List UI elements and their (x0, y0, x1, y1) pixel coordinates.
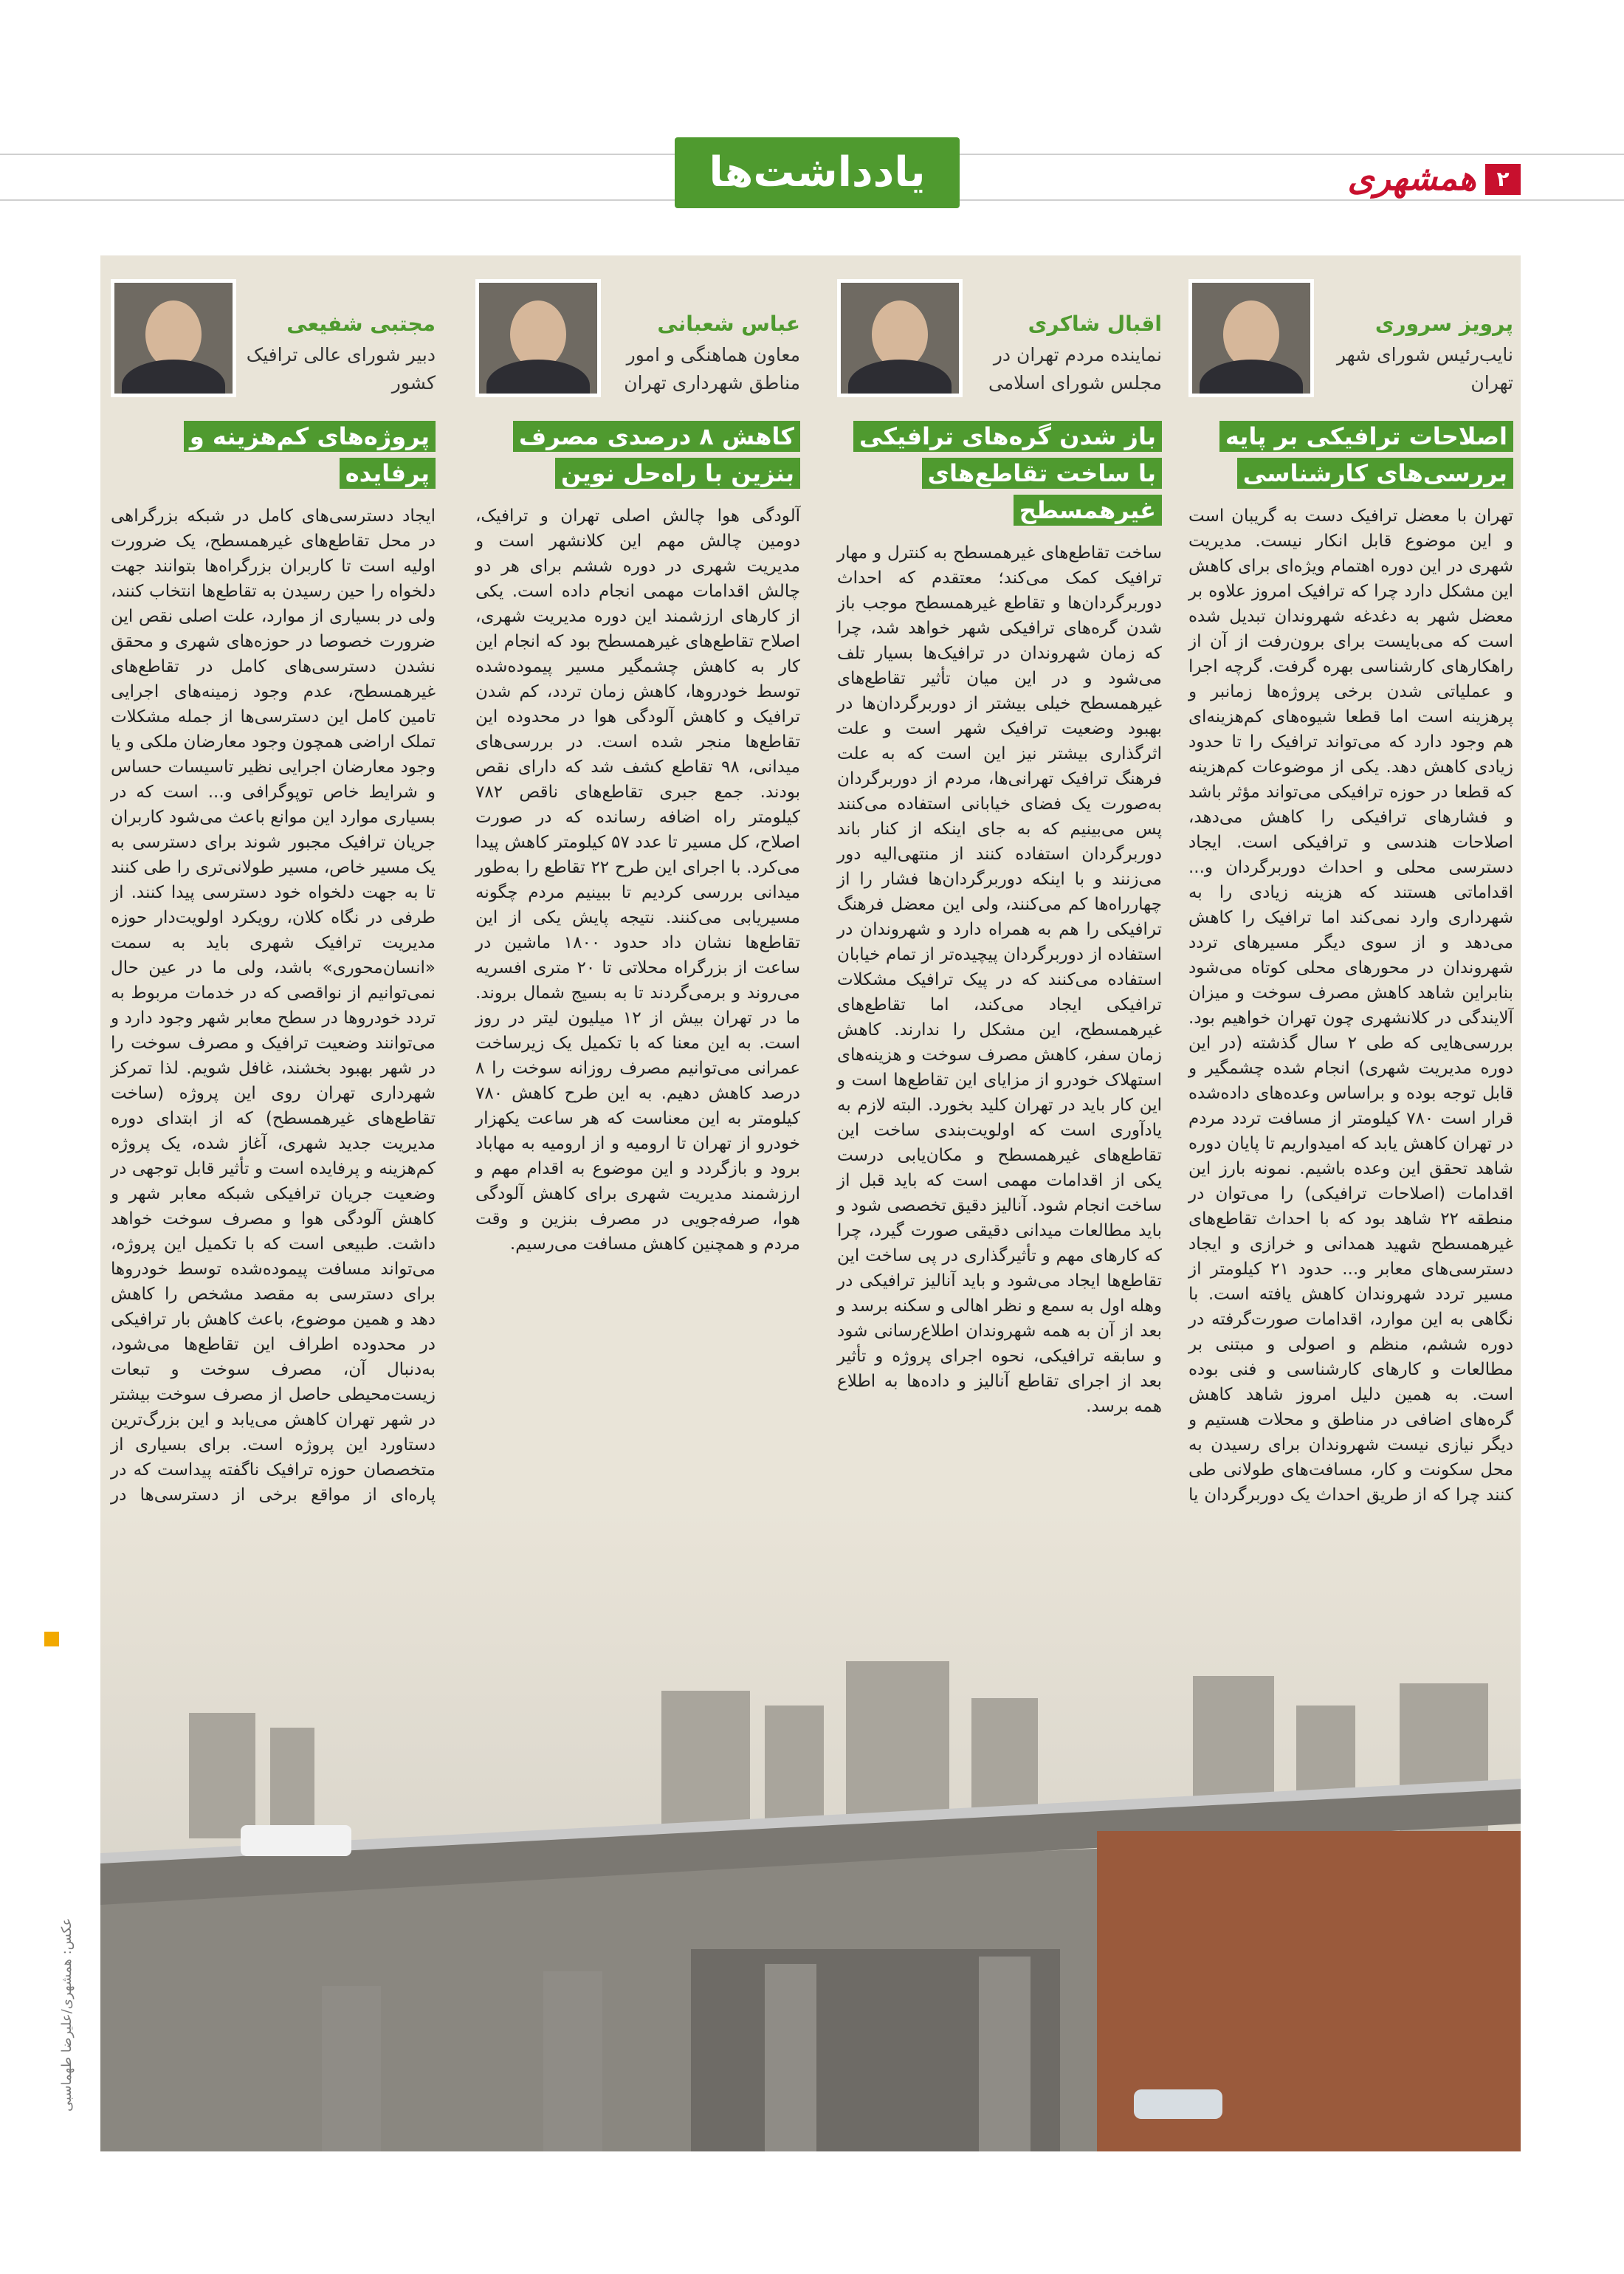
author-photo (111, 279, 236, 397)
author-role: نایب‌رئیس شورای شهر تهران (1336, 344, 1513, 394)
article-headline (1188, 418, 1513, 492)
author-photo (1188, 279, 1314, 397)
section-title: یادداشت‌ها (675, 137, 960, 208)
author-name: اقبال شاکری (1028, 312, 1162, 336)
article-headline (475, 418, 800, 492)
author-photo (475, 279, 601, 397)
author-card (475, 273, 800, 413)
article-headline-text: باز شدن گره‌های ترافیکی با ساخت تقاطع‌های غیرهمسطح (853, 421, 1162, 526)
article-headline-text: کاهش ۸ درصدی مصرف بنزین با راه‌حل نوین (513, 421, 800, 489)
author-role: معاون هماهنگی و امور مناطق شهرداری تهران (624, 344, 800, 394)
article-headline (837, 418, 1162, 529)
author-name: عباس شعبانی (657, 312, 800, 336)
overpass-photo (100, 1506, 1521, 2151)
photo-credit: عکس: همشهری/علیرضا طهماسبی (59, 1917, 75, 2112)
credit-marker (44, 1632, 59, 1646)
author-role: دبیر شورای عالی ترافیک کشور (246, 344, 436, 394)
author-photo (837, 279, 963, 397)
page-number: ۲ (1485, 164, 1521, 195)
article-body: تهران با معضل ترافیک دست به گریبان است و این موضوع قابل انکار نیست. مدیریت شهری در این دوره اهتمام ویژه‌ای برای کاهش این مشکل دارد چرا که ترافیک امروز علاوه بر معضل شهر به دغدغه شهروندان تبدیل شده است که می‌بایست برای برون‌رفت از آن از راهکارهای کارشناسی بهره گرفت. گرچه اجرا و عملیاتی شدن برخی پروژه‌ها زمانبر و پرهزینه است اما قطعا شیوه‌های کم‌هزینه‌ای هم وجود دارد که می‌تواند ترافیک را تا حدود زیادی کاهش دهد. یکی از موضوعات کم‌هزینه که قطعا در حوزه ترافیکی می‌تواند مؤثر باشد و فشارهای ترافیکی را کاهش می‌دهد، اصلاحات هندسی و ترافیکی است. ایجاد دسترسی محلی و احداث دوربرگردان و... اقداماتی هستند که هزینه زیادی را به شهرداری وارد نمی‌کند اما ترافیک را کاهش می‌دهد و از سوی دیگر مسیرهای تردد شهروندان در محورهای محلی کوتاه می‌شود بنابراین شاهد کاهش مصرف سوخت و میزان آلایندگی در کلانشهری چون تهران خواهیم بود. بررسی‌هایی که طی ۲ سال گذشته (در این دوره مدیریت شهری) انجام شده چشمگیر و قابل توجه بوده و براساس وعده‌های داده‌شده قرار است ۷۸۰ کیلومتر از مسافت تردد مردم در تهران کاهش یابد که امیدواریم تا پایان دوره شاهد تحقق این وعده باشیم. نمونه بارز این اقدامات (اصلاحات ترافیکی) را می‌توان در منطقه ۲۲ شاهد بود که با احداث تقاطع‌های غیرهمسطح شهید همدانی و خرازی و ایجاد دسترسی‌های معابر و... حدود ۲۱ کیلومتر از مسیر تردد شهروندان کاهش یافته است. با نگاهی به این موارد، اقدامات صورت‌گرفته در دوره ششم، منظم و اصولی و مبتنی بر مطالعات و کارهای کارشناسی و فنی بوده است. به همین دلیل امروز شاهد کاهش گره‌های اضافی در مناطق و محلات هستیم و دیگر نیازی نیست شهروندان برای رسیدن به محل سکونت و کار، مسافت‌های طولانی طی کنند چرا که از طریق احداث یک دوربرگردان یا (1188, 506, 1514, 1505)
article-body: آلودگی هوا چالش اصلی تهران و ترافیک، دومین چالش مهم این کلانشهر است و مدیریت شهری در دوره ششم برای هر دو چالش اقدامات مهمی انجام داده است. یکی از کارهای ارزشمند این دوره مدیریت شهری، اصلاح تقاطع‌های غیرهمسطح بود که انجام این کار به کاهش چشمگیر مسیر پیموده‌شده توسط خودروها، کاهش زمان تردد، کم شدن ترافیک و کاهش آلودگی هوا در محدوده این تقاطع‌ها منجر شده است. در بررسی‌های میدانی، ۹۸ تقاطع کشف شد که دارای نقص بودند. جمع جبری تقاطع‌های ناقص ۷۸۲ کیلومتر راه اضافه رسانده که در صورت اصلاح، کل مسیر تا عدد ۵۷ کیلومتر کاهش پیدا می‌کرد. با اجرای این طرح ۲۲ تقاطع را به‌طور میدانی بررسی کردیم تا ببینیم مردم چگونه مسیریابی می‌کنند. نتیجه پایش یکی از این تقاطع‌ها نشان داد حدود ۱۸۰۰ ماشین در ساعت از بزرگراه محلاتی تا ۲۰ متری افسریه می‌روند و برمی‌گردند تا به بسیج شمال بروند. ما در تهران بیش از ۱۲ میلیون لیتر در روز است. به این معنا که با تکمیل یک زیرساخت عمرانی می‌توانیم مصرف روزانه سوخت را ۸ درصد کاهش دهیم. به این طرح کاهش ۷۸۰ کیلومتر به این معناست که هر ساعت یکهزار خودرو از تهران تا ارومیه و از ارومیه به مهاباد برود و بازگردد و این موضوع به اقدام مهم و ارزشمند مدیریت شهری برای کاهش آلودگی هوا، صرفه‌جویی در مصرف بنزین و وقت مردم و همچنین کاهش مسافت می‌رسیم. (475, 506, 800, 1254)
author-role: نماینده مردم تهران در مجلس شورای اسلامی (988, 344, 1162, 394)
article-headline-text: اصلاحات ترافیکی بر پایه بررسی‌های کارشناسی (1219, 421, 1513, 489)
author-card (1188, 273, 1513, 413)
article-headline (111, 418, 436, 492)
article-body: ایجاد دسترسی‌های کامل در شبکه بزرگراهی در محل تقاطع‌های غیرهمسطح، یک ضرورت اولیه است تا کاربران بزرگراه‌ها بتوانند جهت دلخواه را حین رسیدن به تقاطع‌ها انتخاب کنند، ولی در بسیاری از موارد، علت اصلی نقص این ضرورت خصوصا در حوزه‌های شهری و محقق نشدن دسترسی‌های کامل در تقاطع‌های غیرهمسطح، عدم وجود زمینه‌های اجرایی تامین کامل این دسترسی‌ها از جمله مشکلات تملک اراضی همچون وجود معارضان ملکی و یا وجود معارضان اجرایی نظیر تاسیسات حساس و شرایط خاص توپوگرافی و... است که در بسیاری موارد این موانع باعث می‌شود کاربران جریان ترافیک مجبور شوند برای دسترسی به یک مسیر خاص، مسیر طولانی‌تری را طی کنند تا به جهت دلخواه خود دسترسی پیدا کنند. از طرفی در نگاه کلان، رویکرد اولویت‌دار حوزه مدیریت ترافیک شهری باید به سمت «انسان‌محوری» باشد، ولی ما در عین حال نمی‌توانیم از نواقصی که در خدمات مربوط به تردد خودروها در سطح معابر شهر وجود دارد و می‌توانند وضعیت ترافیک و مصرف سوخت را در شهر بهبود بخشند، غافل شویم. لذا تمرکز شهرداری تهران روی این پروژه (ساخت تقاطع‌های غیرهمسطح) که از ابتدای دوره مدیریت جدید شهری، آغاز شده، یک پروژه کم‌هزینه و پرفایده است و تأثیر قابل توجهی در وضعیت جریان ترافیکی شبکه معابر شهر و کاهش آلودگی هوا و مصرف سوخت خواهد داشت. طبیعی است که با تکمیل این پروژه، می‌تواند مسافت پیموده‌شده توسط خودروها برای دسترسی به مقصد مشخص را کاهش دهد و همین موضوع، باعث کاهش بار ترافیکی در محدوده اطراف این تقاطع‌ها می‌شود، به‌دنبال آن، مصرف سوخت و تبعات زیست‌محیطی حاصل از مصرف سوخت بیشتر در شهر تهران کاهش می‌یابد و این بزرگ‌ترین دستاورد این پروژه است. برای بسیاری از متخصصان حوزه ترافیک ناگفته پیداست که در پاره‌ای از مواقع برخی از دسترسی‌ها در (111, 506, 436, 1505)
article-body: ساخت تقاطع‌های غیرهمسطح به کنترل و مهار ترافیک کمک می‌کند؛ معتقدم که احداث دوربرگردان‌ها و تقاطع غیرهمسطح موجب باز شدن گره‌های ترافیکی شهر خواهد شد، چرا که زمان شهروندان در ترافیک‌ها بسیار تلف می‌شود و در این میان تأثیر تقاطع‌های غیرهمسطح خیلی بیشتر از دوربرگردان‌ها در بهبود وضعیت ترافیک شهر است و علت اثرگذاری بیشتر نیز این است که به علت فرهنگ ترافیک تهرانی‌ها، مردم از دوربرگردان به‌صورت یک فضای خیابانی استفاده می‌کنند پس می‌بینیم که به جای اینکه از کنار باند دوربرگردان استفاده کنند از منتهی‌الیه دور می‌زنند و با اینکه دوربرگردان‌ها فشار را از چهارراه‌ها کم می‌کنند، ولی این معضل فرهنگ ترافیکی را هم به همراه دارد و شهروندان در استفاده از دوربرگردان پیچیده‌تر از تمام خیابان استفاده می‌کنند که در پیک ترافیک مشکلات ترافیکی ایجاد می‌کند، اما تقاطع‌های غیرهمسطح، این مشکل را ندارند. کاهش زمان سفر، کاهش مصرف سوخت و هزینه‌های استهلاک خودرو از مزایای این تقاطع‌ها است و این کار باید در تهران کلید بخورد. البته لازم به یادآوری است که اولویت‌بندی ساخت این تقاطع‌های غیرهمسطح و مکان‌یابی درست یکی از اقدامات مهمی است که باید قبل از ساخت انجام شود. آنالیز دقیق تخصصی شود و باید مطالعات میدانی دقیقی صورت گیرد، چرا که کارهای مهم و تأثیرگذاری در پی ساخت این تقاطع‌ها ایجاد می‌شود و باید آنالیز ترافیکی در وهله اول به سمع و نظر اهالی و سکنه برسد و بعد از آن به همه شهروندان اطلاع‌رسانی شود و سابقه ترافیکی، نحوه اجرای پروژه و تأثیر بعد از اجرای تقاطع آنالیز و داده‌ها به اطلاع همه برسد. (837, 543, 1162, 1416)
author-card (111, 273, 436, 413)
article-column (475, 273, 800, 1257)
article-column (837, 273, 1162, 1419)
author-card (837, 273, 1162, 413)
author-name: پرویز سروری (1374, 312, 1513, 336)
article-headline-text: پروژه‌های کم‌هزینه و پرفایده (184, 421, 436, 489)
publication-logo: همشهری (1347, 158, 1476, 198)
overpass-photo-svg (100, 1506, 1521, 2151)
author-name: مجتبی شفیعی (286, 312, 436, 336)
